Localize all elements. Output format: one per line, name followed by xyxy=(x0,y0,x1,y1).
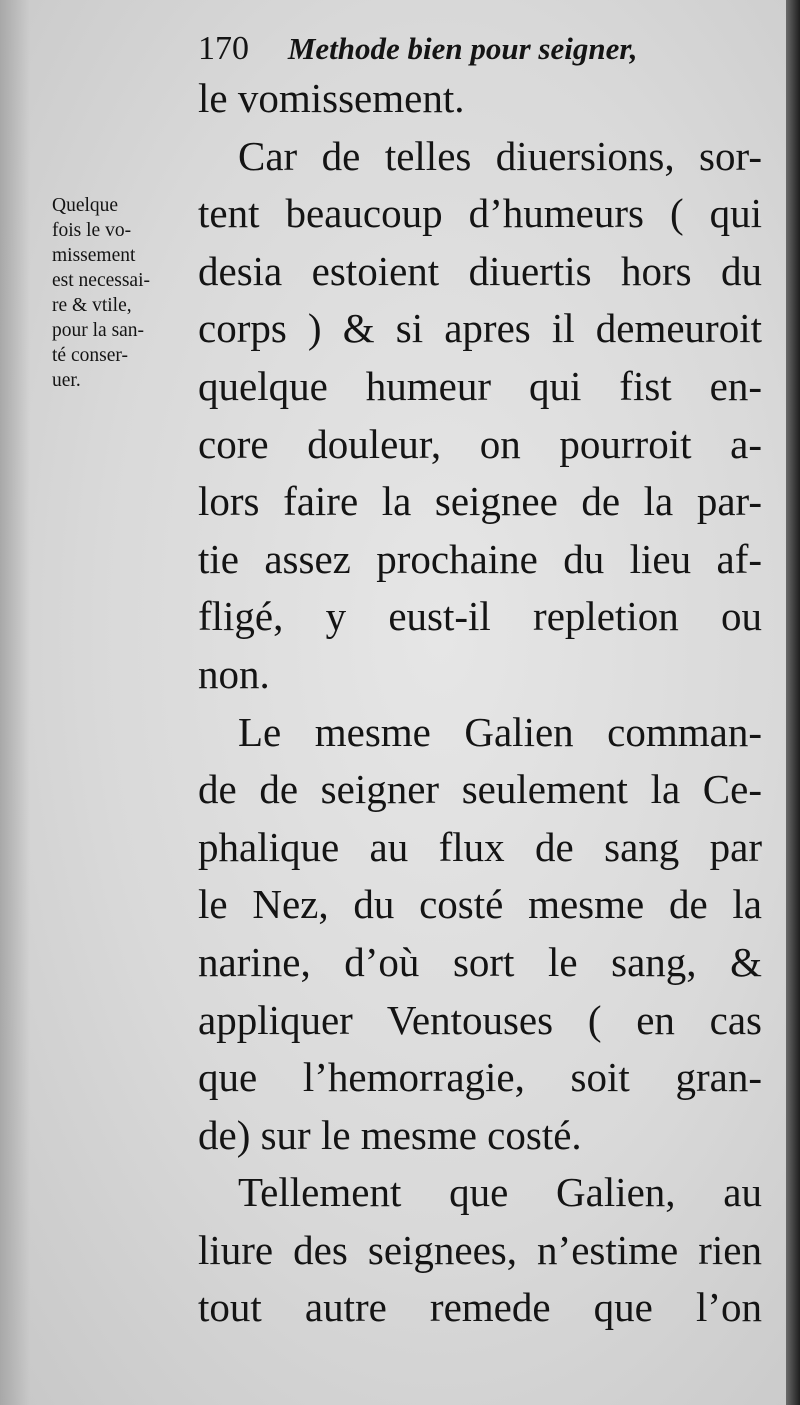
text-line: que l’hemorragie, soit gran- xyxy=(198,1054,762,1101)
text-line: lors faire la seignee de la par- xyxy=(198,478,762,525)
paragraph-first-line: Tellement que Galien, au xyxy=(238,1169,762,1216)
text-line: de de seigner seulement la Ce- xyxy=(198,766,762,813)
marginal-line: uer. xyxy=(52,370,81,391)
text-line: phalique au flux de sang par xyxy=(198,823,762,870)
text-line: tie assez prochaine du lieu af- xyxy=(198,535,762,582)
text-line: appliquer Ventouses ( en cas xyxy=(198,996,762,1043)
text-line: le vomissement. xyxy=(198,75,465,121)
marginal-line: est necessai- xyxy=(52,270,150,291)
paragraph-first-line: Car de telles diuersions, sor- xyxy=(238,132,762,179)
marginal-line: re & vtile, xyxy=(52,295,132,316)
marginal-line: pour la san- xyxy=(52,320,145,341)
body-text xyxy=(198,70,762,1337)
text-line: tout autre remede que l’on xyxy=(198,1284,762,1331)
text-line: le Nez, du costé mesme de la xyxy=(198,881,762,928)
page-number: 170 xyxy=(198,30,249,67)
gutter-shadow xyxy=(0,0,30,1405)
text-line: liure des seignees, n’estime rien xyxy=(198,1226,762,1273)
text-line: fligé, y eust-il repletion ou xyxy=(198,593,762,640)
running-header xyxy=(198,28,637,69)
text-line: quelque humeur qui fist en- xyxy=(198,362,762,409)
text-line: desia estoient diuertis hors du xyxy=(198,247,762,294)
text-line: corps ) & si apres il demeuroit xyxy=(198,305,762,352)
marginal-line: té conser- xyxy=(52,345,128,366)
running-title: Methode bien pour seigner, xyxy=(287,31,638,66)
page-edge xyxy=(786,0,800,1405)
marginal-line: fois le vo- xyxy=(52,220,132,241)
paragraph-first-line: Le mesme Galien comman- xyxy=(238,708,762,755)
text-line: tent beaucoup d’humeurs ( qui xyxy=(198,190,762,237)
text-line: narine, d’où sort le sang, & xyxy=(198,938,762,985)
marginal-note xyxy=(52,193,192,393)
text-line: non. xyxy=(198,650,270,697)
marginal-line: missement xyxy=(52,245,136,266)
marginal-line: Quelque xyxy=(52,195,119,216)
text-line: core douleur, on pourroit a- xyxy=(198,420,762,467)
text-line: de) sur le mesme costé. xyxy=(198,1111,582,1158)
